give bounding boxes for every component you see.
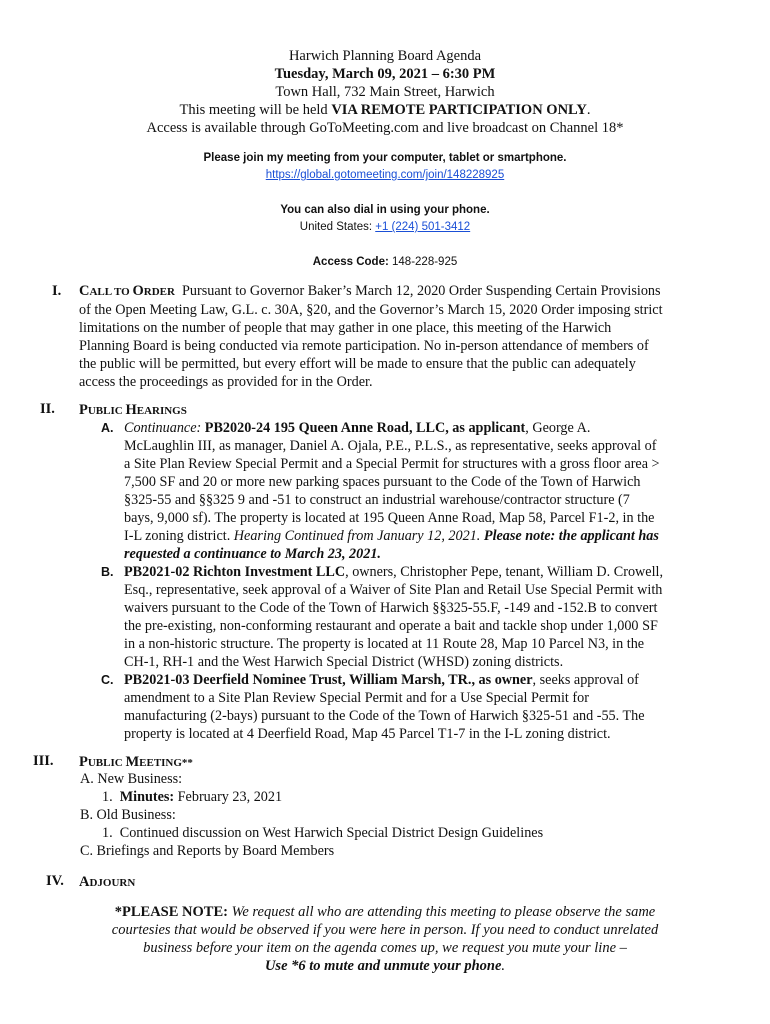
section-number-3: III. <box>33 753 54 769</box>
section-call-to-order <box>79 282 719 391</box>
remote-notice-pre: This meeting will be held <box>179 102 332 118</box>
hearing-b: PB2021-02 Richton Investment LLC, owners, Christopher Pepe, tenant, William D. Crowell, Esq., representative, seek approval of a Waiver of Site Plan and Retail Use Special Permit with waivers pursuant to the Code of the Town of Harwich §§325-55.F, -149 and -152.B to convert the pre-existing, non-conforming restaurant and operate a bait and tackle shop under 1,000 SF in a non-historic structure. The property is located at 11 Route 28, Map 10 Parcel N3, in the CH-1, RH-1 and the West Harwich Special District (WHSD) zoning districts. <box>124 564 664 670</box>
note-line: courtesies that would be observed if you were here in person. If you need to conduct unrelated <box>111 922 659 938</box>
section-title-public-hearings: PUBLIC HEARINGS <box>79 402 187 418</box>
remote-notice-post: . <box>586 102 591 118</box>
note-mute-instruction: Use *6 to mute and unmute your phone. <box>264 958 506 974</box>
call-to-order-text: the public will be permitted, but every effort will be made to ensure that the public can adequately <box>79 356 636 372</box>
section-number-2: II. <box>40 401 55 417</box>
meeting-link[interactable]: https://global.gotomeeting.com/join/148228925 <box>265 169 505 181</box>
hearing-a-label: A. <box>101 421 114 435</box>
call-to-order-text: limitations on the number of people that may gather in one place, this meeting of the Harwich <box>79 320 612 336</box>
section-number-1: I. <box>52 283 62 299</box>
call-to-order-text: access the proceedings as provided for in the Order. <box>79 374 373 390</box>
section-title-adjourn: ADJOURN <box>79 874 136 890</box>
hearing-c-label: C. <box>101 673 114 687</box>
agenda-title: Harwich Planning Board Agenda <box>288 48 482 64</box>
hearing-b-label: B. <box>101 565 114 579</box>
access-code-line <box>0 253 770 271</box>
dial-line <box>0 218 770 236</box>
dial-country: United States: <box>299 221 376 233</box>
access-code-label: Access Code: <box>312 256 393 268</box>
section-title-public-meeting: PUBLIC MEETING** <box>79 754 193 770</box>
old-business-item-1: 1. Continued discussion on West Harwich Special District Design Guidelines <box>102 825 544 841</box>
dial-instruction: You can also dial in using your phone. <box>280 204 490 216</box>
hearing-a: Continuance: PB2020-24 195 Queen Anne Road, LLC, as applicant, George A. McLaughlin III, as manager, Daniel A. Ojala, P.E., P.L.S., as representative, seeks approval of a Site Plan Review Special Permit and a Special Permit for structures with a gross floor area > 7,500 SF and 20 or more new parking spaces pursuant to the Code of the Town of Harwich §325-55 and §§325 9 and -51 to construct an industrial warehouse/contractor structure (7 bays, 9,000 sf). The property is located at 195 Queen Anne Road, Map 58, Parcel F1-2, in the I-L zoning district. Hearing Continued from January 12, 2021. Please note: the applicant has requested a continuance to March 23, 2021. <box>124 420 660 562</box>
access-notice: Access is available through GoToMeeting.com and live broadcast on Channel 18* <box>146 120 624 136</box>
remote-notice-bold: VIA REMOTE PARTICIPATION ONLY <box>331 102 587 118</box>
new-business-item-1: 1. Minutes: February 23, 2021 <box>102 789 283 805</box>
call-to-order-text: of the Open Meeting Law, G.L. c. 30A, §20, and the Governor’s March 15, 2020 Order imposing strict <box>79 302 663 318</box>
note-line: business before your item on the agenda comes up, we request you mute your line – <box>143 940 627 956</box>
section-title-call-to-order: CALL TO ORDER <box>79 283 175 299</box>
access-code: 148-228-925 <box>392 256 458 268</box>
call-to-order-text: Planning Board is being conducted via remote participation. No in-person attendance of members of <box>79 338 649 354</box>
hearing-c: PB2021-03 Deerfield Nominee Trust, William Marsh, TR., as owner, seeks approval of amendment to a Site Plan Review Special Permit and for a Use Special Permit for manufacturing (2-bays) pursuant to the Code of the Town of Harwich §325-51 and -55. The property is located at 4 Deerfield Road, Map 45 Parcel T1-7 in the I-L zoning district. <box>124 672 645 742</box>
phone-link[interactable]: +1 (224) 501-3412 <box>375 221 471 233</box>
section-number-4: IV. <box>46 873 64 889</box>
join-instruction: Please join my meeting from your computer, tablet or smartphone. <box>203 152 567 164</box>
meeting-datetime: Tuesday, March 09, 2021 – 6:30 PM <box>274 66 496 82</box>
remote-notice <box>0 101 770 119</box>
please-note: *PLEASE NOTE: We request all who are attending this meeting to please observe the same <box>114 904 656 920</box>
call-to-order-text: Pursuant to Governor Baker’s March 12, 2020 Order Suspending Certain Provisions <box>182 283 661 299</box>
meeting-location: Town Hall, 732 Main Street, Harwich <box>275 84 495 100</box>
old-business: B. Old Business: <box>80 807 176 823</box>
briefings: C. Briefings and Reports by Board Members <box>80 843 335 859</box>
new-business: A. New Business: <box>80 771 183 787</box>
